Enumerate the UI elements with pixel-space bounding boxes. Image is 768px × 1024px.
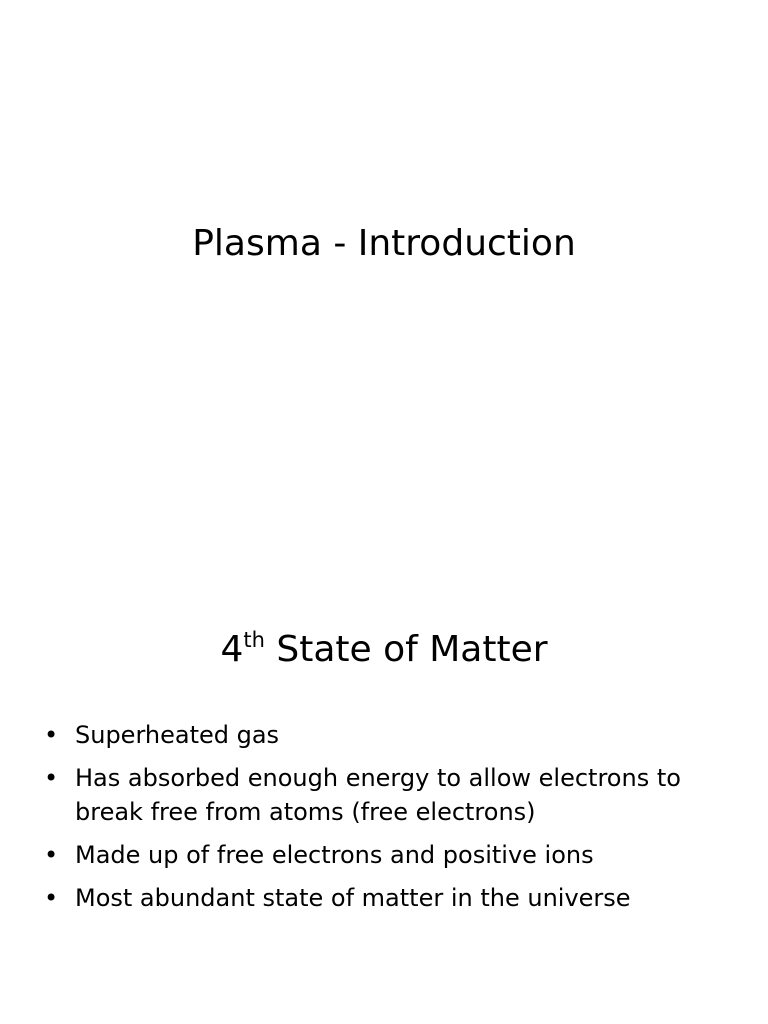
list-item <box>40 838 730 872</box>
list-item <box>40 718 730 752</box>
bullet-dot-icon: • <box>44 884 59 912</box>
content-slide <box>0 512 768 1024</box>
bullet-text: Most abundant state of matter in the universe <box>75 884 631 912</box>
bullet-dot-icon: • <box>44 841 59 869</box>
bullet-text: Made up of free electrons and positive ions <box>75 841 594 869</box>
slide-title: Plasma - Introduction <box>192 223 576 264</box>
heading-superscript: th <box>243 628 265 652</box>
list-item <box>40 761 730 829</box>
heading-text: State of Matter <box>264 629 548 670</box>
list-item <box>40 881 730 915</box>
bullet-dot-icon: • <box>44 764 59 792</box>
heading-number: 4 <box>220 629 244 670</box>
bullet-text: Superheated gas <box>75 721 280 749</box>
bullet-dot-icon: • <box>44 721 59 749</box>
bullet-text: Has absorbed enough energy to allow electrons to break free from atoms (free electrons) <box>75 764 681 826</box>
bullet-list <box>40 718 730 924</box>
slide-heading <box>0 628 768 672</box>
